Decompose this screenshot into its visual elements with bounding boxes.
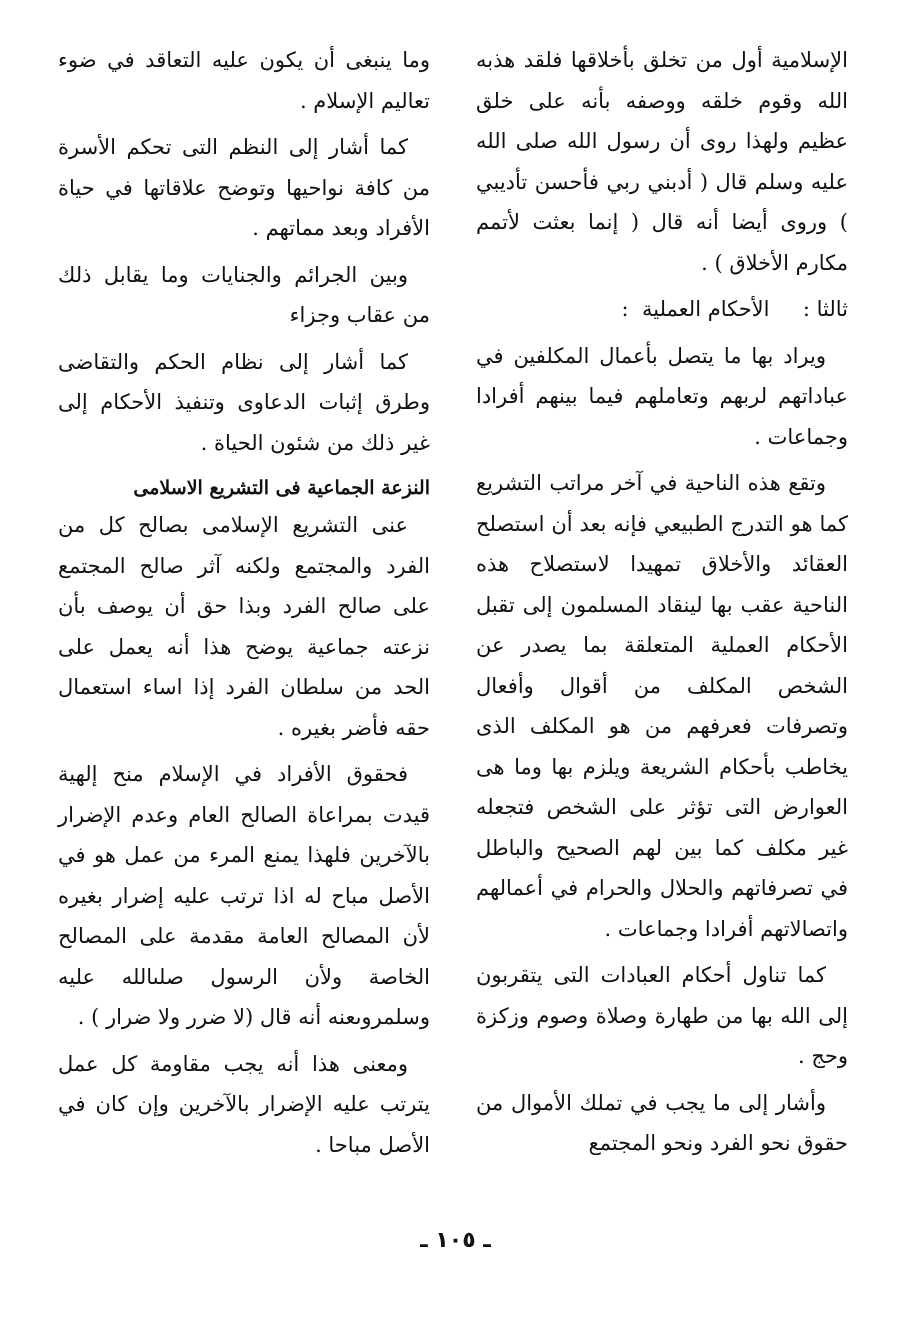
- paragraph: فحقوق الأفراد في الإسلام منح إلهية قيدت بمراعاة الصالح العام وعدم الإضرار بالآخرين فلهذا يمنع المرء من عمل هو في الأصل مباح له اذا ترتب عليه إضرار بغيره لأن المصالح العامة مقدمة على المصالح الخاصة ولأن الرسول صلىالله عليه وسلمروىعنه أنه قال (لا ضرر ولا ضرار ) .: [58, 762, 430, 1029]
- right-column: [476, 40, 848, 1250]
- paragraph: الإسلامية أول من تخلق بأخلاقها فلقد هذبه الله وقوم خلقه ووصفه بأنه على خلق عظيم ولهذا روى أن رسول الله صلى الله عليه وسلم قال ( أدبني ربي فأحسن تأديبي ) وروى أيضا أنه قال ( إنما بعثت لأتمم مكارم الأخلاق ) .: [476, 48, 848, 275]
- page-number: ـ ١٠٥ ـ: [420, 1228, 491, 1253]
- paragraph: وما ينبغى أن يكون عليه التعاقد في ضوء تعاليم الإسلام .: [58, 48, 430, 113]
- paragraph: ومعنى هذا أنه يجب مقاومة كل عمل يترتب عليه الإضرار بالآخرين وإن كان في الأصل مباحا .: [58, 1051, 430, 1157]
- section-heading: النزعة الجماعية فى التشريع الاسلامى: [133, 477, 430, 499]
- paragraph: عنى التشريع الإسلامى بصالح كل من الفرد والمجتمع ولكنه آثر صالح المجتمع على صالح الفرد وبذا حق أن يوصف بأن نزعته جماعية يوضح هذا أنه يعمل على الحد من سلطان الفرد إذا اساء استعمال حقه فأضر بغيره .: [58, 513, 430, 740]
- left-column: [58, 40, 430, 1250]
- paragraph: كما أشار إلى نظام الحكم والتقاضى وطرق إثبات الدعاوى وتنفيذ الأحكام إلى غير ذلك من شئون الحياة .: [58, 349, 430, 455]
- paragraph: وتقع هذه الناحية في آخر مراتب التشريع كما هو التدرج الطبيعي فإنه بعد أن استصلح العقائد والأخلاق تمهيدا لاستصلاح هذه الناحية عقب بها لينقاد المسلمون إلى تقبل الأحكام العملية المتعلقة بما يصدر عن الشخص المكلف من أقوال وأفعال وتصرفات فعرفهم من هو المكلف الذى يخاطب بأحكام الشريعة ويلزم بها وما هى العوارض التى تؤثر على الشخص فتجعله غير مكلف كما بين لهم الصحيح والباطل في تصرفاتهم والحلال والحرام في أعمالهم واتصالاتهم أفرادا وجماعات .: [476, 471, 848, 941]
- subsection-heading: ثالثا : الأحكام العملية :: [621, 297, 848, 321]
- paragraph: كما تناول أحكام العبادات التى يتقربون إلى الله بها من طهارة وصلاة وصوم وزكزة وحج .: [476, 963, 848, 1068]
- paragraph: وأشار إلى ما يجب في تملك الأموال من حقوق نحو الفرد ونحو المجتمع: [476, 1090, 848, 1155]
- paragraph: وبين الجرائم والجنايات وما يقابل ذلك من عقاب وجزاء: [58, 262, 430, 327]
- page-body: [58, 40, 848, 1250]
- paragraph: كما أشار إلى النظم التى تحكم الأسرة من كافة نواحيها وتوضح علاقاتها في حياة الأفراد وبعد مماتهم .: [58, 135, 430, 240]
- paragraph: ويراد بها ما يتصل بأعمال المكلفين في عباداتهم لربهم وتعاملهم فيما بينهم أفرادا وجماعات .: [476, 343, 848, 449]
